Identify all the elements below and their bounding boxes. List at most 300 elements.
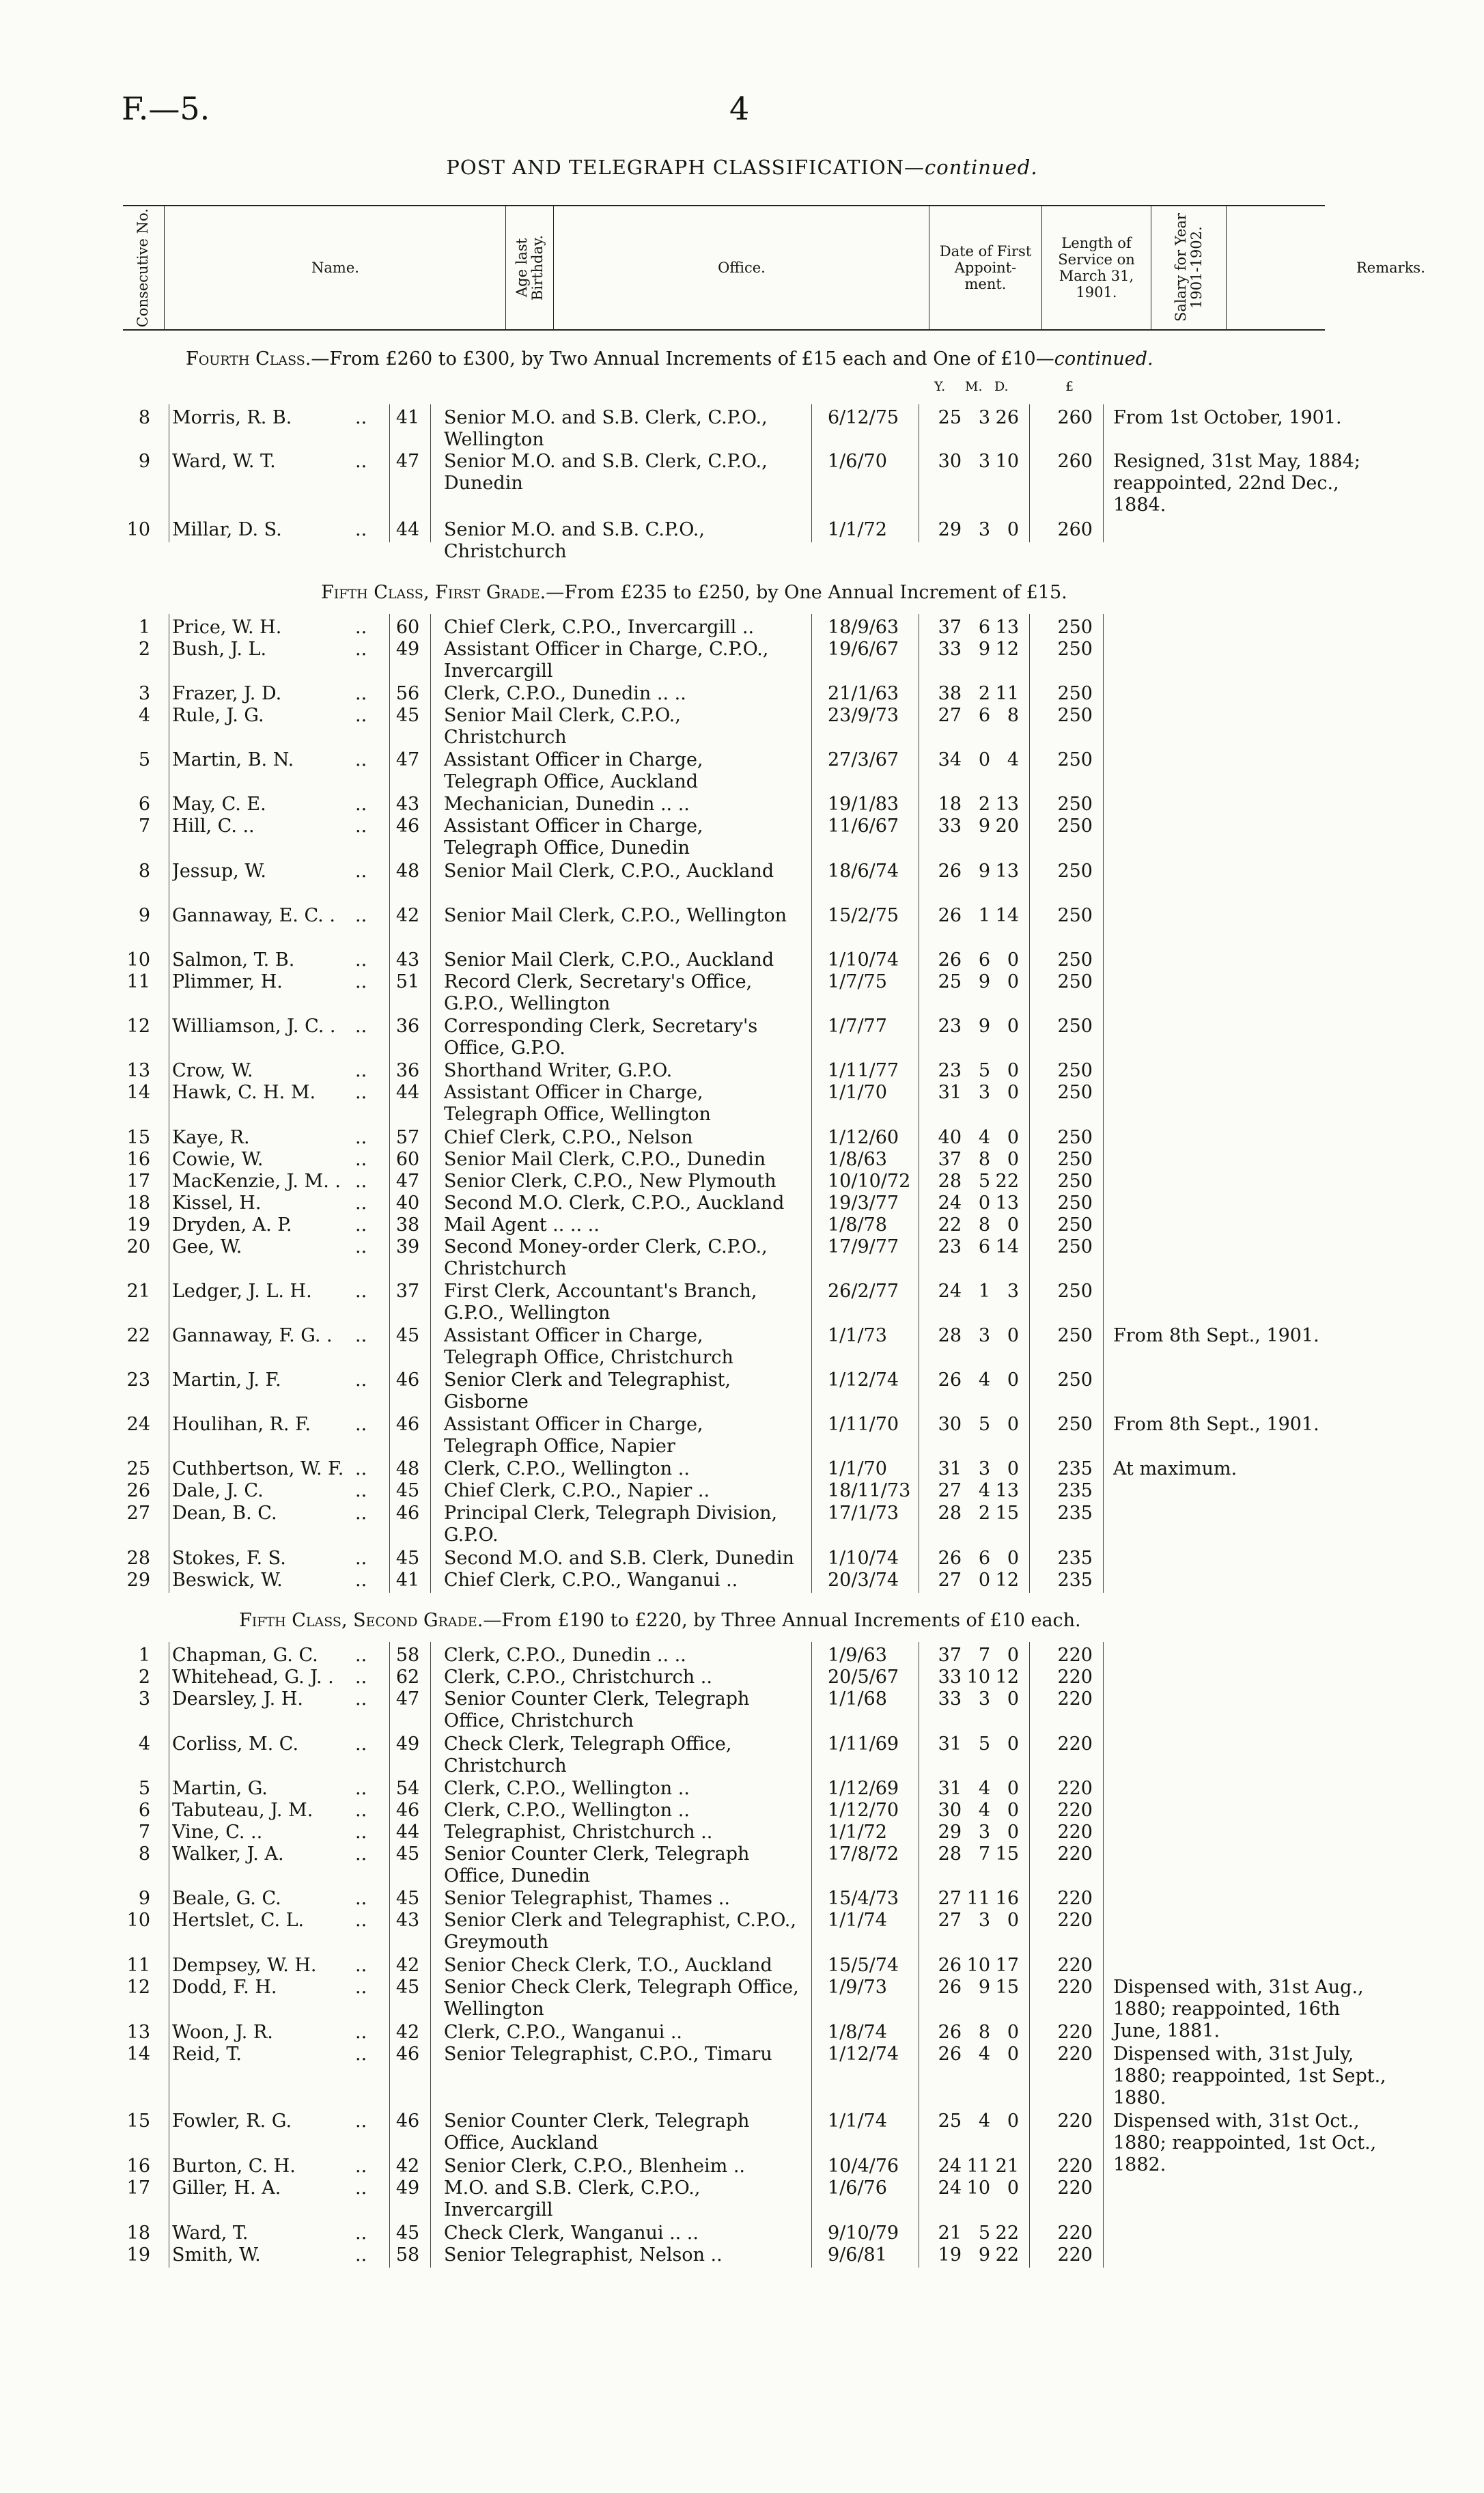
row-salary: 220	[1057, 1688, 1093, 1710]
row-days: 14	[995, 1236, 1019, 1257]
row-salary: 220	[1057, 1843, 1093, 1865]
row-salary: 250	[1057, 816, 1093, 837]
row-office: Senior M.O. and S.B. C.P.O., Christchurch	[444, 519, 705, 562]
leader-dots: ..	[355, 749, 367, 770]
row-months: 8	[978, 1149, 990, 1170]
row-years: 26	[938, 861, 962, 882]
row-date: 1/1/74	[828, 1910, 887, 1931]
row-years: 31	[938, 1458, 962, 1479]
row-age: 58	[395, 2244, 420, 2266]
row-age: 45	[395, 1480, 420, 1501]
row-date: 1/10/74	[828, 949, 899, 971]
row-date: 17/8/72	[828, 1843, 899, 1865]
row-office: Senior Counter Clerk, Telegraph Office, Dunedin	[444, 1843, 750, 1886]
row-years: 24	[938, 1193, 962, 1214]
row-date: 1/9/63	[828, 1645, 887, 1666]
row-years: 29	[938, 519, 962, 540]
row-number: 11	[126, 1955, 150, 1976]
leader-dots: ..	[355, 451, 367, 472]
row-date: 1/8/78	[828, 1214, 887, 1236]
leader-dots: ..	[355, 705, 367, 726]
row-salary: 220	[1057, 2223, 1093, 2244]
row-name: Beale, G. C.	[172, 1888, 281, 1909]
row-age: 46	[395, 1414, 420, 1435]
leader-dots: ..	[355, 1127, 367, 1148]
row-age: 47	[395, 1688, 420, 1710]
row-number: 8	[138, 861, 150, 882]
row-days: 12	[995, 1667, 1019, 1688]
row-years: 26	[938, 1955, 962, 1976]
row-months: 5	[978, 1060, 990, 1081]
page-title-suffix: —continued.	[904, 156, 1038, 179]
row-age: 51	[395, 971, 420, 992]
row-age: 49	[395, 1733, 420, 1755]
row-months: 0	[978, 1570, 990, 1591]
row-days: 26	[995, 407, 1019, 428]
row-office: Clerk, C.P.O., Dunedin .. ..	[444, 1645, 686, 1666]
column-rule	[430, 404, 431, 542]
unit-years: Y.	[934, 379, 946, 394]
row-days: 0	[1007, 1910, 1019, 1931]
row-years: 40	[938, 1127, 962, 1148]
leader-dots: ..	[355, 1955, 367, 1976]
row-number: 10	[126, 949, 150, 971]
row-number: 12	[126, 1977, 150, 1998]
row-salary: 250	[1057, 639, 1093, 660]
row-salary: 250	[1057, 1281, 1093, 1302]
row-age: 44	[395, 519, 420, 540]
row-salary: 220	[1057, 1778, 1093, 1799]
column-rule	[1029, 614, 1030, 1593]
row-age: 46	[395, 2044, 420, 2065]
row-office: Mechanician, Dunedin .. ..	[444, 794, 690, 815]
row-months: 10	[966, 2177, 990, 2199]
row-office: Senior Counter Clerk, Telegraph Office, Christchurch	[444, 1688, 750, 1731]
row-date: 1/6/70	[828, 451, 887, 472]
row-age: 47	[395, 451, 420, 472]
row-age: 46	[395, 1800, 420, 1821]
row-days: 0	[1007, 1214, 1019, 1236]
row-months: 9	[978, 971, 990, 992]
leader-dots: ..	[355, 519, 367, 540]
row-months: 8	[978, 1214, 990, 1236]
row-name: Hertslet, C. L.	[172, 1910, 305, 1931]
row-number: 7	[138, 816, 150, 837]
row-age: 45	[395, 1843, 420, 1865]
row-number: 14	[126, 1082, 150, 1103]
row-number: 9	[138, 1888, 150, 1909]
row-office: Senior Mail Clerk, C.P.O., Wellington	[444, 905, 787, 926]
row-salary: 235	[1057, 1480, 1093, 1501]
row-date: 19/3/77	[828, 1193, 899, 1214]
series-label: F.—5.	[122, 90, 210, 127]
row-number: 4	[138, 1733, 150, 1755]
row-years: 31	[938, 1082, 962, 1103]
row-days: 0	[1007, 1458, 1019, 1479]
row-office: Senior Clerk, C.P.O., Blenheim ..	[444, 2156, 746, 2177]
row-office: Chief Clerk, C.P.O., Invercargill ..	[444, 617, 755, 638]
row-days: 0	[1007, 1778, 1019, 1799]
column-rule	[430, 1642, 431, 2268]
leader-dots: ..	[355, 1910, 367, 1931]
leader-dots: ..	[355, 1214, 367, 1236]
row-name: Plimmer, H.	[172, 971, 283, 992]
row-months: 1	[978, 1281, 990, 1302]
row-office: Shorthand Writer, G.P.O.	[444, 1060, 673, 1081]
row-date: 1/6/76	[828, 2177, 887, 2199]
leader-dots: ..	[355, 1480, 367, 1501]
row-years: 28	[938, 1325, 962, 1346]
row-date: 11/6/67	[828, 816, 899, 837]
row-office: Second M.O. and S.B. Clerk, Dunedin	[444, 1548, 794, 1569]
row-salary: 250	[1057, 949, 1093, 971]
section-heading-rule: .—From £260 to £300, by Two Annual Increments of £15 each and One of £10	[305, 348, 1036, 370]
column-rule	[811, 614, 812, 1593]
row-age: 46	[395, 2111, 420, 2132]
row-years: 26	[938, 905, 962, 926]
row-age: 43	[395, 1910, 420, 1931]
row-salary: 250	[1057, 905, 1093, 926]
leader-dots: ..	[355, 1778, 367, 1799]
row-number: 24	[126, 1414, 150, 1435]
row-date: 15/2/75	[828, 905, 899, 926]
row-number: 15	[126, 1127, 150, 1148]
row-name: Rule, J. G.	[172, 705, 264, 726]
row-days: 4	[1007, 749, 1019, 770]
row-days: 0	[1007, 1325, 1019, 1346]
row-office: Senior Mail Clerk, C.P.O., Auckland	[444, 949, 774, 971]
unit-months: M.	[965, 379, 983, 394]
row-years: 23	[938, 1236, 962, 1257]
leader-dots: ..	[355, 2044, 367, 2065]
row-months: 10	[966, 1667, 990, 1688]
row-years: 33	[938, 639, 962, 660]
row-age: 43	[395, 949, 420, 971]
leader-dots: ..	[355, 971, 367, 992]
row-name: Smith, W.	[172, 2244, 261, 2266]
row-office: Second M.O. Clerk, C.P.O., Auckland	[444, 1193, 785, 1214]
row-office: Senior Telegraphist, C.P.O., Timaru	[444, 2044, 772, 2065]
row-months: 10	[966, 1955, 990, 1976]
leader-dots: ..	[355, 1016, 367, 1037]
row-years: 37	[938, 617, 962, 638]
row-age: 42	[395, 905, 420, 926]
section-heading	[321, 582, 1067, 603]
row-number: 2	[138, 1667, 150, 1688]
row-years: 26	[938, 1977, 962, 1998]
row-age: 38	[395, 1214, 420, 1236]
row-age: 36	[395, 1060, 420, 1081]
row-name: Dearsley, J. H.	[172, 1688, 303, 1710]
row-name: May, C. E.	[172, 794, 266, 815]
row-months: 8	[978, 2022, 990, 2043]
row-name: Martin, B. N.	[172, 749, 294, 770]
leader-dots: ..	[355, 816, 367, 837]
row-years: 24	[938, 2156, 962, 2177]
row-age: 36	[395, 1016, 420, 1037]
row-name: Dale, J. C.	[172, 1480, 264, 1501]
leader-dots: ..	[355, 1570, 367, 1591]
row-years: 26	[938, 2022, 962, 2043]
leader-dots: ..	[355, 1645, 367, 1666]
row-office: Clerk, C.P.O., Wanganui ..	[444, 2022, 682, 2043]
leader-dots: ..	[355, 1888, 367, 1909]
row-date: 10/4/76	[828, 2156, 899, 2177]
row-months: 1	[978, 905, 990, 926]
row-age: 46	[395, 816, 420, 837]
row-name: Hawk, C. H. M.	[172, 1082, 316, 1103]
leader-dots: ..	[355, 683, 367, 704]
col-name: Name.	[164, 206, 506, 329]
row-age: 42	[395, 2022, 420, 2043]
row-months: 9	[978, 1016, 990, 1037]
row-number: 10	[126, 1910, 150, 1931]
row-years: 30	[938, 451, 962, 472]
leader-dots: ..	[355, 617, 367, 638]
row-years: 34	[938, 749, 962, 770]
row-years: 28	[938, 1171, 962, 1192]
row-salary: 260	[1057, 407, 1093, 428]
row-office: Clerk, C.P.O., Christchurch ..	[444, 1667, 712, 1688]
row-date: 1/1/70	[828, 1458, 887, 1479]
row-date: 15/4/73	[828, 1888, 899, 1909]
row-salary: 250	[1057, 1060, 1093, 1081]
row-name: Beswick, W.	[172, 1570, 283, 1591]
row-months: 9	[978, 1977, 990, 1998]
row-days: 0	[1007, 1369, 1019, 1391]
row-months: 11	[966, 2156, 990, 2177]
row-date: 1/1/74	[828, 2111, 887, 2132]
row-name: Reid, T.	[172, 2044, 242, 2065]
row-date: 1/7/75	[828, 971, 887, 992]
row-months: 2	[978, 683, 990, 704]
column-rule	[389, 404, 390, 542]
row-name: Martin, G.	[172, 1778, 268, 1799]
row-number: 22	[126, 1325, 150, 1346]
row-date: 18/11/73	[828, 1480, 911, 1501]
leader-dots: ..	[355, 794, 367, 815]
section-heading	[186, 348, 1153, 370]
row-date: 1/12/60	[828, 1127, 899, 1148]
row-name: Salmon, T. B.	[172, 949, 295, 971]
col-consecutive-no: Consecutive No.	[135, 208, 152, 328]
row-date: 17/1/73	[828, 1503, 899, 1524]
row-days: 13	[995, 861, 1019, 882]
row-months: 2	[978, 794, 990, 815]
row-number: 13	[126, 2022, 150, 2043]
row-age: 39	[395, 1236, 420, 1257]
row-salary: 250	[1057, 1016, 1093, 1037]
row-salary: 250	[1057, 861, 1093, 882]
row-years: 27	[938, 1910, 962, 1931]
row-salary: 250	[1057, 1236, 1093, 1257]
row-name: Dempsey, W. H.	[172, 1955, 317, 1976]
leader-dots: ..	[355, 1843, 367, 1865]
row-remarks: From 8th Sept., 1901.	[1113, 1325, 1319, 1346]
row-days: 0	[1007, 2044, 1019, 2065]
row-days: 3	[1007, 1281, 1019, 1302]
row-date: 20/5/67	[828, 1667, 899, 1688]
row-days: 22	[995, 2223, 1019, 2244]
column-rule	[1029, 404, 1030, 542]
row-remarks: Resigned, 31st May, 1884; reappointed, 22nd Dec., 1884.	[1113, 451, 1360, 516]
row-days: 12	[995, 639, 1019, 660]
row-number: 1	[138, 617, 150, 638]
row-name: Cowie, W.	[172, 1149, 264, 1170]
row-salary: 250	[1057, 1214, 1093, 1236]
row-salary: 220	[1057, 2156, 1093, 2177]
row-days: 0	[1007, 1800, 1019, 1821]
row-days: 13	[995, 617, 1019, 638]
row-months: 3	[978, 407, 990, 428]
leader-dots: ..	[355, 2111, 367, 2132]
row-months: 7	[978, 1645, 990, 1666]
row-date: 19/6/67	[828, 639, 899, 660]
row-date: 10/10/72	[828, 1171, 911, 1192]
row-years: 24	[938, 2177, 962, 2199]
leader-dots: ..	[355, 2177, 367, 2199]
row-office: Chief Clerk, C.P.O., Nelson	[444, 1127, 693, 1148]
row-months: 11	[966, 1888, 990, 1909]
row-salary: 220	[1057, 1955, 1093, 1976]
row-number: 8	[138, 1843, 150, 1865]
row-date: 1/12/70	[828, 1800, 899, 1821]
row-years: 26	[938, 1548, 962, 1569]
row-months: 4	[978, 1127, 990, 1148]
row-days: 0	[1007, 2111, 1019, 2132]
row-age: 42	[395, 1955, 420, 1976]
row-years: 28	[938, 1503, 962, 1524]
row-name: Price, W. H.	[172, 617, 282, 638]
col-office: Office.	[553, 206, 929, 329]
row-office: Senior Clerk and Telegraphist, Gisborne	[444, 1369, 731, 1412]
row-date: 1/9/73	[828, 1977, 887, 1998]
row-months: 9	[978, 816, 990, 837]
row-date: 1/11/69	[828, 1733, 899, 1755]
row-date: 1/12/74	[828, 1369, 899, 1391]
row-name: Ledger, J. L. H.	[172, 1281, 312, 1302]
row-salary: 220	[1057, 2044, 1093, 2065]
leader-dots: ..	[355, 1193, 367, 1214]
row-salary: 220	[1057, 1977, 1093, 1998]
row-date: 15/5/74	[828, 1955, 899, 1976]
row-salary: 250	[1057, 1082, 1093, 1103]
row-office: Senior Telegraphist, Thames ..	[444, 1888, 730, 1909]
row-name: Frazer, J. D.	[172, 683, 282, 704]
page-number: 4	[729, 90, 750, 127]
col-date: Date of First Appoint-ment.	[929, 206, 1041, 329]
row-years: 33	[938, 1667, 962, 1688]
leader-dots: ..	[355, 1688, 367, 1710]
row-office: Assistant Officer in Charge, Telegraph Office, Napier	[444, 1414, 703, 1457]
leader-dots: ..	[355, 1369, 367, 1391]
row-salary: 220	[1057, 2022, 1093, 2043]
row-salary: 220	[1057, 1733, 1093, 1755]
row-salary: 250	[1057, 749, 1093, 770]
row-days: 0	[1007, 1548, 1019, 1569]
leader-dots: ..	[355, 1171, 367, 1192]
leader-dots: ..	[355, 1503, 367, 1524]
row-age: 44	[395, 1822, 420, 1843]
row-name: Walker, J. A.	[172, 1843, 284, 1865]
row-number: 3	[138, 1688, 150, 1710]
row-name: Giller, H. A.	[172, 2177, 281, 2199]
row-age: 45	[395, 1325, 420, 1346]
row-age: 44	[395, 1082, 420, 1103]
column-rule	[811, 1642, 812, 2268]
row-number: 17	[126, 1171, 150, 1192]
row-days: 0	[1007, 2022, 1019, 2043]
row-months: 6	[978, 705, 990, 726]
row-salary: 235	[1057, 1548, 1093, 1569]
row-months: 6	[978, 617, 990, 638]
row-date: 20/3/74	[828, 1570, 899, 1591]
page-title-main: POST AND TELEGRAPH CLASSIFICATION	[446, 156, 904, 179]
row-days: 0	[1007, 1688, 1019, 1710]
row-number: 15	[126, 2111, 150, 2132]
leader-dots: ..	[355, 949, 367, 971]
row-name: Kissel, H.	[172, 1193, 262, 1214]
row-remarks: Dispensed with, 31st July, 1880; reappointed, 1st Sept., 1880.	[1113, 2044, 1386, 2108]
row-years: 33	[938, 1688, 962, 1710]
leader-dots: ..	[355, 1733, 367, 1755]
leader-dots: ..	[355, 1800, 367, 1821]
row-days: 11	[995, 683, 1019, 704]
row-office: Assistant Officer in Charge, Telegraph Office, Auckland	[444, 749, 703, 792]
row-date: 1/1/72	[828, 519, 887, 540]
row-age: 58	[395, 1645, 420, 1666]
column-rule	[811, 404, 812, 542]
leader-dots: ..	[355, 1414, 367, 1435]
row-age: 46	[395, 1369, 420, 1391]
row-salary: 250	[1057, 1414, 1093, 1435]
row-years: 37	[938, 1149, 962, 1170]
row-age: 60	[395, 617, 420, 638]
row-number: 18	[126, 2223, 150, 2244]
row-months: 3	[978, 1458, 990, 1479]
row-date: 1/1/68	[828, 1688, 887, 1710]
row-number: 29	[126, 1570, 150, 1591]
row-years: 29	[938, 1822, 962, 1843]
row-days: 15	[995, 1503, 1019, 1524]
row-remarks: Dispensed with, 31st Oct., 1880; reappointed, 1st Oct., 1882.	[1113, 2111, 1377, 2175]
row-office: Senior Clerk, C.P.O., New Plymouth	[444, 1171, 776, 1192]
row-office: Clerk, C.P.O., Wellington ..	[444, 1458, 690, 1479]
row-number: 5	[138, 749, 150, 770]
row-number: 4	[138, 705, 150, 726]
row-years: 26	[938, 1369, 962, 1391]
column-rule	[1029, 1642, 1030, 2268]
row-days: 17	[995, 1955, 1019, 1976]
row-name: Vine, C. ..	[172, 1822, 263, 1843]
row-office: Assistant Officer in Charge, Telegraph Office, Christchurch	[444, 1325, 733, 1368]
row-salary: 235	[1057, 1458, 1093, 1479]
row-name: Morris, R. B.	[172, 407, 292, 428]
col-length: Length of Service on March 31, 1901.	[1041, 206, 1151, 329]
row-name: Chapman, G. C.	[172, 1645, 318, 1666]
row-office: Senior Telegraphist, Nelson ..	[444, 2244, 723, 2266]
unit-pound: £	[1065, 379, 1074, 394]
row-age: 42	[395, 2156, 420, 2177]
row-years: 27	[938, 1888, 962, 1909]
row-days: 0	[1007, 1060, 1019, 1081]
row-date: 19/1/83	[828, 794, 899, 815]
row-name: Woon, J. R.	[172, 2022, 273, 2043]
row-salary: 250	[1057, 617, 1093, 638]
row-name: Dean, B. C.	[172, 1503, 277, 1524]
row-number: 21	[126, 1281, 150, 1302]
row-days: 22	[995, 2244, 1019, 2266]
